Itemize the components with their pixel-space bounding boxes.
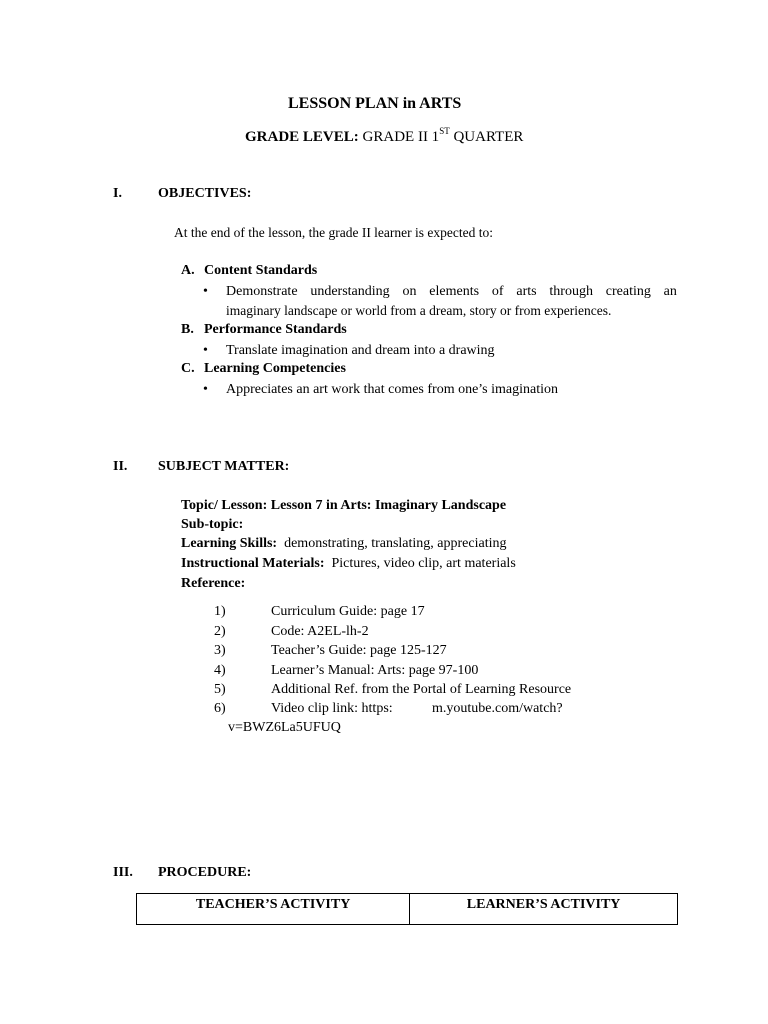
grade-level-superscript: ST <box>439 126 450 136</box>
video-clip-url[interactable]: m.youtube.com/watch? <box>432 701 563 716</box>
word: Demonstrate <box>226 284 298 299</box>
reference-text: Teacher’s Guide: page 125-127 <box>271 643 447 658</box>
instructional-materials-label: Instructional Materials: <box>181 556 325 571</box>
performance-standards-letter: B. <box>181 322 194 337</box>
word: arts <box>516 284 537 299</box>
section-numeral-procedure: III. <box>113 865 133 880</box>
reference-number: 6) <box>214 701 226 716</box>
reference-number: 1) <box>214 604 226 619</box>
learning-skills-label: Learning Skills: <box>181 536 278 551</box>
grade-level-label: GRADE LEVEL: <box>245 129 359 145</box>
bullet-icon: • <box>203 382 208 397</box>
video-clip-url-continuation[interactable]: v=BWZ6La5UFUQ <box>228 720 341 735</box>
reference-text: Video clip link: https: <box>271 701 393 716</box>
grade-level-value: GRADE II 1 <box>362 129 440 145</box>
learning-skills-line <box>181 537 506 551</box>
learning-competencies-bullet: Appreciates an art work that comes from one’s imagination <box>226 382 559 397</box>
reference-text: Additional Ref. from the Portal of Learning Resource <box>271 682 572 697</box>
section-heading-procedure: PROCEDURE: <box>158 865 252 880</box>
learners-activity-header: LEARNER’S ACTIVITY <box>410 894 678 925</box>
learning-competencies-heading: Learning Competencies <box>204 361 346 376</box>
content-standards-heading: Content Standards <box>204 263 318 278</box>
section-numeral-subject-matter: II. <box>113 459 128 474</box>
bullet-icon: • <box>203 284 208 299</box>
bullet-icon: • <box>203 343 208 358</box>
reference-text: Code: A2EL-lh-2 <box>271 624 369 639</box>
performance-standards-heading: Performance Standards <box>204 322 347 337</box>
learning-skills-value: demonstrating, translating, appreciating <box>284 536 507 551</box>
word: elements <box>429 284 480 299</box>
learning-competencies-letter: C. <box>181 361 195 376</box>
document-title: LESSON PLAN in ARTS <box>288 95 462 112</box>
reference-number: 2) <box>214 624 226 639</box>
instructional-materials-value: Pictures, video clip, art materials <box>331 556 516 571</box>
reference-number: 3) <box>214 643 226 658</box>
table-header-row <box>137 894 678 925</box>
procedure-table <box>136 893 678 925</box>
word: of <box>491 284 504 299</box>
objectives-intro: At the end of the lesson, the grade II learner is expected to: <box>174 225 494 240</box>
grade-level-line <box>245 128 523 145</box>
instructional-materials-line <box>181 557 516 571</box>
reference-text: Learner’s Manual: Arts: page 97-100 <box>271 663 479 678</box>
word: creating <box>605 284 651 299</box>
reference-label: Reference: <box>181 576 246 591</box>
content-standards-bullet-line2: imaginary landscape or world from a dream, story or from experiences. <box>226 303 612 318</box>
reference-text: Curriculum Guide: page 17 <box>271 604 425 619</box>
section-heading-subject-matter: SUBJECT MATTER: <box>158 459 290 474</box>
reference-number: 5) <box>214 682 226 697</box>
word: on <box>402 284 417 299</box>
section-numeral-objectives: I. <box>113 186 122 201</box>
section-heading-objectives: OBJECTIVES: <box>158 186 252 201</box>
reference-number: 4) <box>214 663 226 678</box>
topic-line: Topic/ Lesson: Lesson 7 in Arts: Imaginary Landscape <box>181 498 507 513</box>
word: understanding <box>310 284 390 299</box>
teachers-activity-header: TEACHER’S ACTIVITY <box>137 894 410 925</box>
subtopic-line: Sub-topic: <box>181 517 244 532</box>
content-standards-letter: A. <box>181 263 195 278</box>
content-standards-bullet-line1 <box>226 285 677 299</box>
word: through <box>549 284 593 299</box>
word: an <box>663 284 677 299</box>
grade-level-tail: QUARTER <box>449 129 524 145</box>
performance-standards-bullet: Translate imagination and dream into a drawing <box>226 343 495 358</box>
